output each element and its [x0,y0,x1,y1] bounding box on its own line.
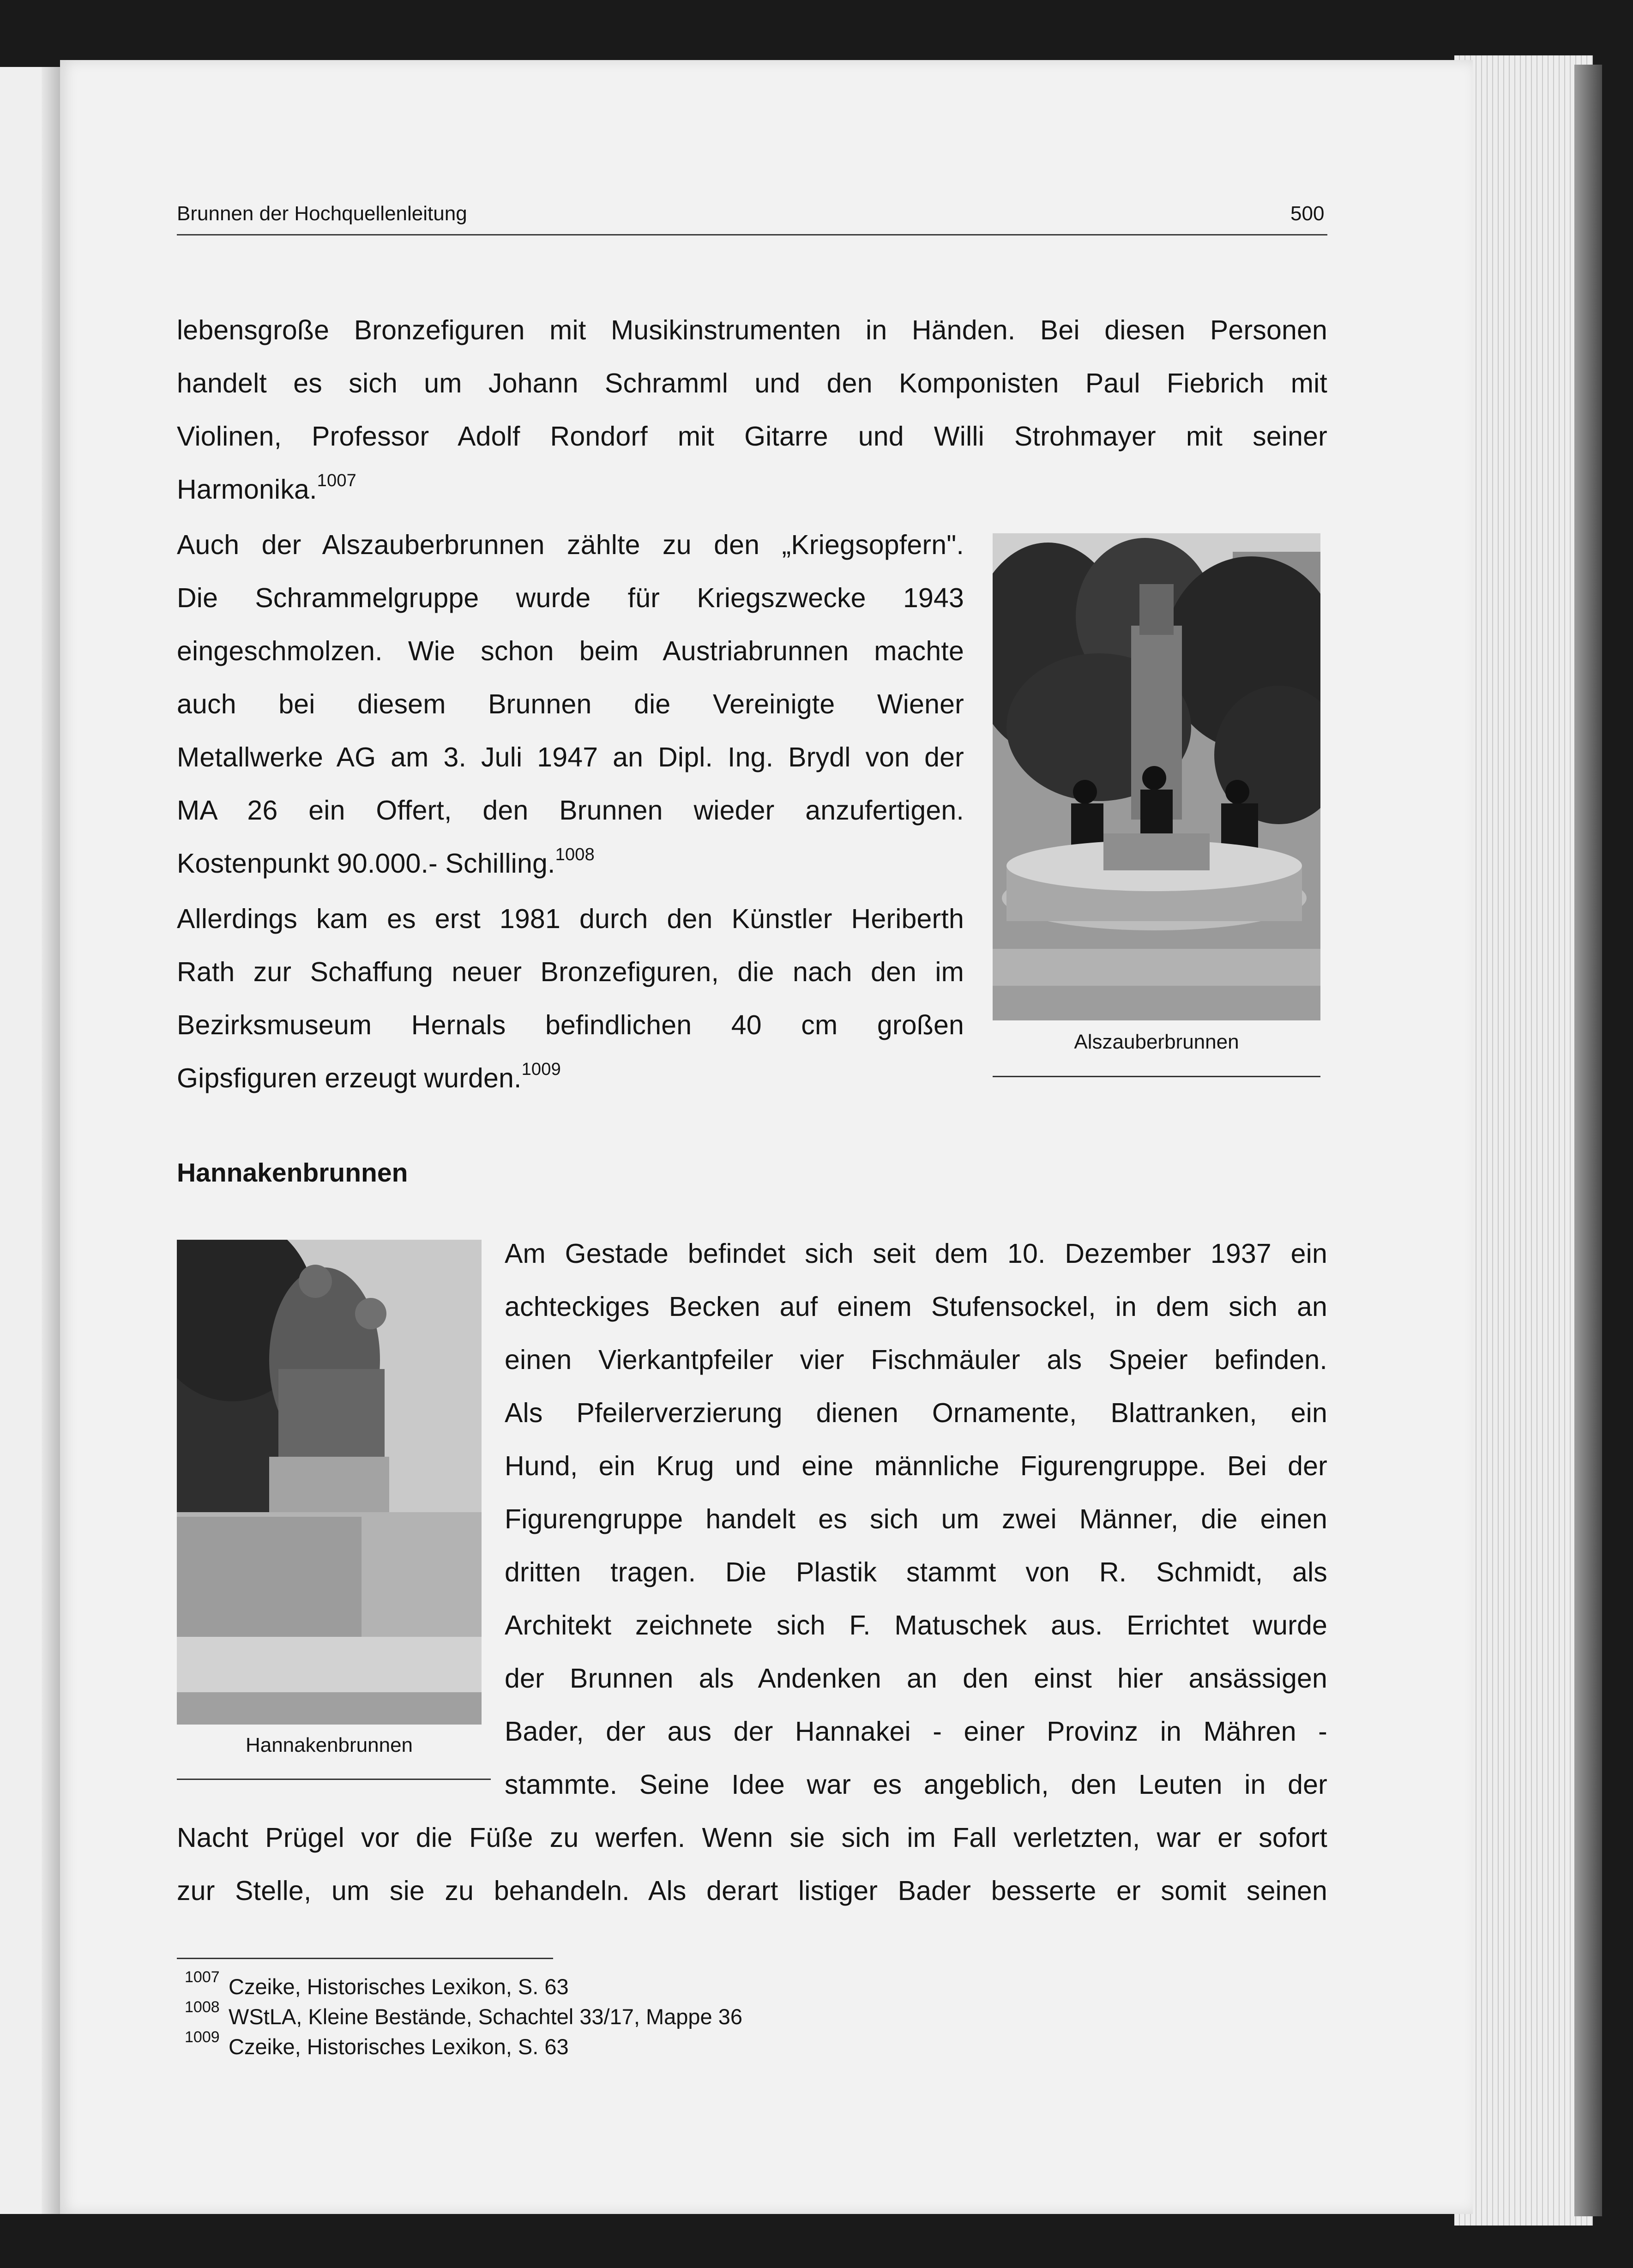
text-line: eingeschmolzen. Wie schon beim Austriabrunnen machte [177,636,964,666]
hannakenbrunnen-photo [177,1240,482,1725]
page-number: 500 [1290,202,1325,225]
text-line: MA 26 ein Offert, den Brunnen wieder anzufertigen. [177,795,964,826]
text-line [177,1053,964,1104]
alszauberbrunnen-photo [993,533,1320,1020]
text-line: Nacht Prügel vor die Füße zu werfen. Wenn sie sich im Fall verletzten, war er sofort [177,1822,1327,1853]
text-line: Auch der Alszauberbrunnen zählte zu den „Kriegsopfern". [177,530,964,560]
footnote-text: Czeike, Historisches Lexikon, S. 63 [229,2034,569,2059]
caption-rule [177,1779,491,1780]
text-line: Figurengruppe handelt es sich um zwei Männer, die einen [505,1504,1327,1534]
text-line: stammte. Seine Idee war es angeblich, den Leuten in der [505,1769,1327,1800]
footnote-number: 1008 [185,1998,220,2016]
figure-caption: Hannakenbrunnen [245,1734,413,1756]
text-line: zur Stelle, um sie zu behandeln. Als derart listiger Bader besserte er somit seinen [177,1876,1327,1906]
header-rule [177,234,1327,235]
caption-rule [993,1076,1320,1077]
text-line [177,838,964,889]
text-line-content: Harmonika. [177,474,317,505]
text-line: einen Vierkantpfeiler vier Fischmäuler als Speier befinden. [505,1345,1327,1375]
text-line: Bezirksmuseum Hernals befindlichen 40 cm großen [177,1010,964,1040]
text-line: handelt es sich um Johann Schramml und den Komponisten Paul Fiebrich mit [177,368,1327,398]
footnote-ref: 1008 [555,845,595,864]
text-line: Bader, der aus der Hannakei - einer Provinz in Mähren - [505,1716,1327,1747]
text-line: Als Pfeilerverzierung dienen Ornamente, Blattranken, ein [505,1398,1327,1428]
footnote [185,1998,743,2032]
text-line: lebensgroße Bronzefiguren mit Musikinstrumenten in Händen. Bei diesen Personen [177,315,1327,345]
text-line: Architekt zeichnete sich F. Matuschek aus. Errichtet wurde [505,1610,1327,1641]
stacked-page-edges [1454,55,1593,2226]
text-line: Violinen, Professor Adolf Rondorf mit Gitarre und Willi Strohmayer mit seiner [177,421,1327,452]
text-line: auch bei diesem Brunnen die Vereinigte Wiener [177,689,964,719]
text-line: der Brunnen als Andenken an den einst hier ansässigen [505,1663,1327,1694]
footnote-ref: 1009 [521,1060,561,1079]
footnote-number: 1007 [185,1968,220,1986]
section-heading: Hannakenbrunnen [177,1158,408,1188]
footnote-text: Czeike, Historisches Lexikon, S. 63 [229,1974,569,1999]
running-header-title: Brunnen der Hochquellenleitung [177,202,467,225]
text-line-content: Gipsfiguren erzeugt wurden. [177,1063,522,1093]
footnote-number: 1009 [185,2028,220,2046]
text-line: Metallwerke AG am 3. Juli 1947 an Dipl. Ing. Brydl von der [177,742,964,772]
text-line: Hund, ein Krug und eine männliche Figurengruppe. Bei der [505,1451,1327,1481]
text-line [177,464,1327,515]
text-line: achteckiges Becken auf einem Stufensockel, in dem sich an [505,1291,1327,1322]
footnote [185,1968,569,2002]
text-line: Rath zur Schaffung neuer Bronzefiguren, die nach den im [177,957,964,987]
footnote-text: WStLA, Kleine Bestände, Schachtel 33/17, Mappe 36 [229,2004,743,2029]
text-line: Am Gestade befindet sich seit dem 10. Dezember 1937 ein [505,1238,1327,1269]
figure-caption: Alszauberbrunnen [1074,1031,1239,1053]
text-line: Die Schrammelgruppe wurde für Kriegszwecke 1943 [177,583,964,613]
book-gutter [42,67,62,2214]
text-line-content: Kostenpunkt 90.000.- Schilling. [177,848,555,879]
footnote-ref: 1007 [317,471,356,490]
text-line: Allerdings kam es erst 1981 durch den Künstler Heriberth [177,904,964,934]
text-line: dritten tragen. Die Plastik stammt von R. Schmidt, als [505,1557,1327,1587]
footnote-rule [177,1958,553,1959]
footnote [185,2028,569,2062]
page-edges-shadow [1574,65,1602,2216]
